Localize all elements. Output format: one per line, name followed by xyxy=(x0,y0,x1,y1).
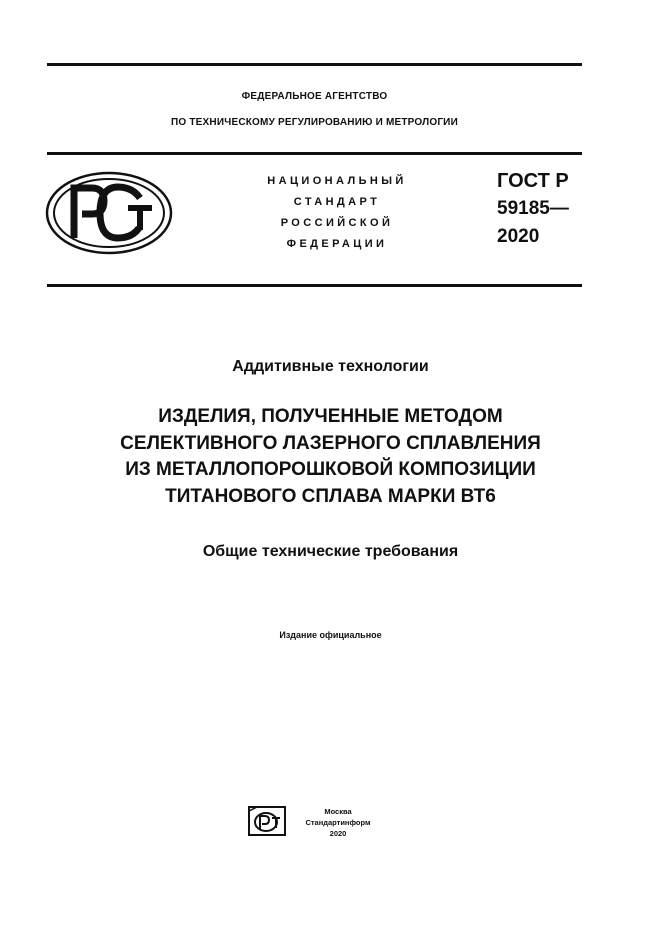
gost-year: 2020 xyxy=(497,226,540,247)
national-line-1: НАЦИОНАЛЬНЫЙ xyxy=(267,175,407,187)
edition-note: Издание официальное xyxy=(279,630,382,640)
document-title xyxy=(0,404,661,510)
standartinform-logo-icon xyxy=(248,806,286,836)
header-rule xyxy=(47,152,582,155)
national-line-4: ФЕДЕРАЦИИ xyxy=(286,238,388,250)
title-line-3: ИЗ МЕТАЛЛОПОРОШКОВОЙ КОМПОЗИЦИИ xyxy=(125,459,536,480)
agency-line-1: ФЕДЕРАЛЬНОЕ АГЕНТСТВО xyxy=(241,91,388,102)
rst-certification-logo-icon xyxy=(44,170,174,256)
gost-label: ГОСТ Р xyxy=(497,170,569,192)
publisher-name: Стандартинформ xyxy=(305,818,371,827)
top-rule xyxy=(47,63,582,66)
publisher-block xyxy=(292,806,384,839)
document-topic: Аддитивные технологии xyxy=(232,358,429,375)
gost-designation xyxy=(497,167,569,251)
agency-line-2: ПО ТЕХНИЧЕСКОМУ РЕГУЛИРОВАНИЮ И МЕТРОЛОГИИ xyxy=(171,117,458,128)
title-line-1: ИЗДЕЛИЯ, ПОЛУЧЕННЫЕ МЕТОДОМ xyxy=(158,406,503,427)
gost-number: 59185— xyxy=(497,198,569,219)
document-subtitle: Общие технические требования xyxy=(202,543,459,560)
national-line-2: СТАНДАРТ xyxy=(293,196,381,208)
national-standard-block xyxy=(222,171,452,255)
publisher-year: 2020 xyxy=(329,829,347,838)
standard-rule xyxy=(47,284,582,287)
national-line-3: РОССИЙСКОЙ xyxy=(280,217,394,229)
title-line-4: ТИТАНОВОГО СПЛАВА МАРКИ ВТ6 xyxy=(165,485,496,507)
publisher-city: Москва xyxy=(324,807,352,816)
title-line-2: СЕЛЕКТИВНОГО ЛАЗЕРНОГО СПЛАВЛЕНИЯ xyxy=(120,432,541,454)
